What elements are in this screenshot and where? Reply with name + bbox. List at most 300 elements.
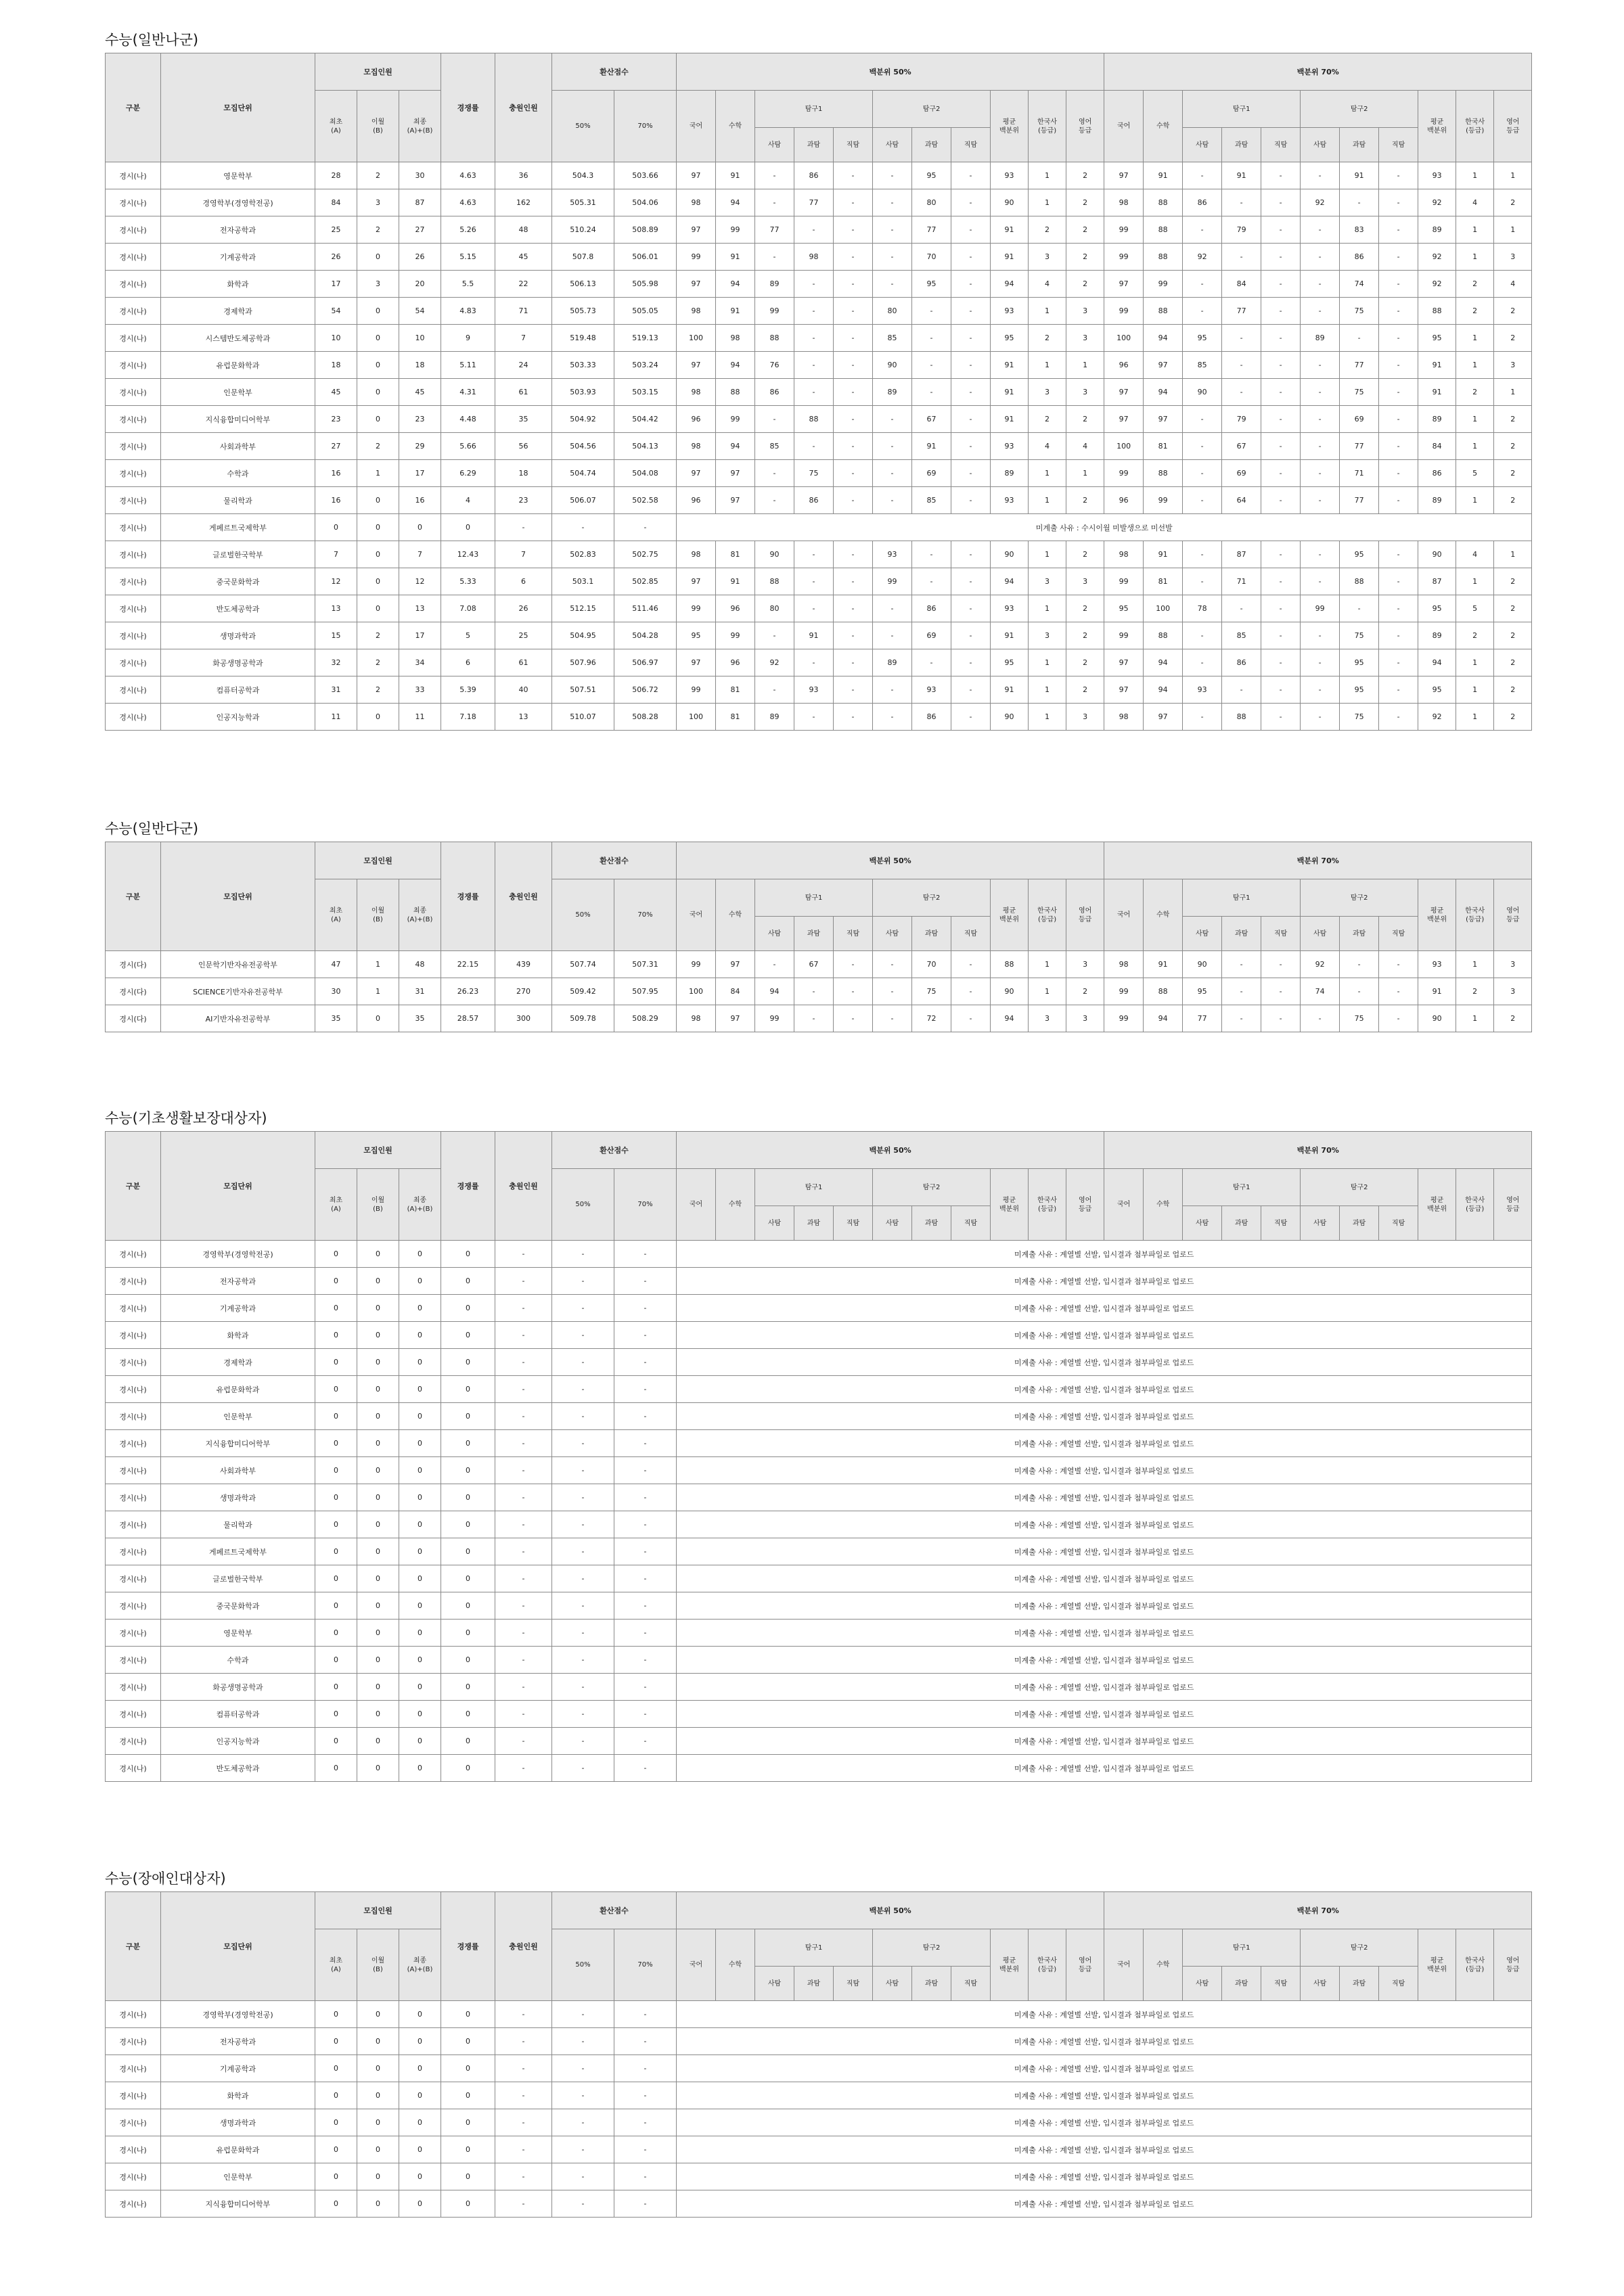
table-cell: 0 [441,1376,495,1403]
table-row [106,1728,1532,1755]
header-explore2: 탐구2 [1301,879,1418,917]
table-cell: - [552,1620,614,1647]
table-cell: 99 [677,595,716,622]
table-cell: 88 [755,325,794,352]
note-cell: 미계출 사유 : 계열별 선발, 입시결과 첨부파일로 업로드 [677,1349,1532,1376]
table-cell: 24 [495,352,552,379]
table-cell: - [614,1457,677,1484]
table-cell: 6 [495,568,552,595]
table-cell: 1 [1456,568,1494,595]
table-cell: 25 [495,622,552,649]
table-cell: 505.31 [552,189,614,216]
table-cell: - [552,1592,614,1620]
table-cell: 47 [315,951,357,978]
header-avg-pct: 평균 백분위 [1418,1929,1456,2001]
table-cell: 게페르트국제학부 [161,1538,315,1565]
table-cell: 95 [1183,325,1222,352]
table-cell: 0 [399,514,441,541]
table-cell: - [834,216,873,244]
table-cell: 97 [716,1005,755,1032]
header-vocational: 직탐 [951,128,991,162]
table-cell: - [834,406,873,433]
table-cell: 91 [716,298,755,325]
table-cell: 91 [794,622,834,649]
table-cell: 89 [991,460,1029,487]
table-row [106,1457,1532,1484]
table-cell: - [1222,379,1261,406]
table-cell: 0 [441,1701,495,1728]
table-row [106,1674,1532,1701]
table-row [106,1005,1532,1032]
table-row [106,298,1532,325]
table-cell: 270 [495,978,552,1005]
table-cell: 지식융합미디어학부 [161,1430,315,1457]
table-cell: - [614,2136,677,2163]
table-cell: 18 [399,352,441,379]
header-social: 사탐 [1301,1967,1340,2001]
header-social: 사탐 [873,128,912,162]
table-cell: 3 [357,271,399,298]
table-cell: - [794,325,834,352]
table-cell: 1 [1456,162,1494,189]
table-cell: - [951,244,991,271]
table-cell: 0 [357,1511,399,1538]
table-cell: 91 [991,622,1029,649]
table-cell: - [1261,162,1301,189]
header-math: 수학 [716,1929,755,2001]
table-cell: 경시(나) [106,514,161,541]
note-cell: 미계출 사유 : 계열별 선발, 입시결과 첨부파일로 업로드 [677,1592,1532,1620]
table-cell: - [951,271,991,298]
header-pct50: 백분위 50% [677,1892,1104,1929]
table-cell: 20 [399,271,441,298]
table-cell: 88 [1340,568,1379,595]
table-row [106,978,1532,1005]
table-cell: - [755,622,794,649]
table-cell: 97 [677,162,716,189]
table-cell: - [614,514,677,541]
table-cell: 전자공학과 [161,2028,315,2055]
table-cell: - [951,216,991,244]
header-vocational: 직탐 [951,1967,991,2001]
table-cell: 화학과 [161,271,315,298]
header-science: 과탐 [794,128,834,162]
table-cell: - [1379,189,1418,216]
table-cell: 경시(나) [106,649,161,676]
table-cell: - [873,595,912,622]
table-cell: - [951,595,991,622]
table-cell: - [834,460,873,487]
table-cell: 84 [315,189,357,216]
table-cell: 95 [1104,595,1144,622]
table-cell: 16 [315,487,357,514]
table-cell: - [495,1430,552,1457]
table-cell: 0 [357,2055,399,2082]
table-cell: 97 [677,271,716,298]
header-unit: 모집단위 [161,842,315,951]
table-cell: 1 [1066,460,1104,487]
table-cell: 3 [1066,298,1104,325]
table-cell: 0 [315,1538,357,1565]
table-cell: - [614,1647,677,1674]
table-cell: - [951,162,991,189]
table-row [106,379,1532,406]
table-cell: 전자공학과 [161,1268,315,1295]
table-cell: 0 [441,1484,495,1511]
table-cell: - [873,676,912,704]
table-cell: - [1379,271,1418,298]
header-explore2: 탐구2 [873,91,991,128]
table-cell: 1 [1029,487,1066,514]
table-cell: 0 [315,1484,357,1511]
table-cell: 81 [716,541,755,568]
table-cell: 13 [315,595,357,622]
table-cell: - [873,216,912,244]
note-cell: 미계출 사유 : 계열별 선발, 입시결과 첨부파일로 업로드 [677,2028,1532,2055]
table-row [106,406,1532,433]
table-cell: 85 [1222,622,1261,649]
table-cell: - [873,433,912,460]
table-cell: 61 [495,649,552,676]
table-cell: 화학과 [161,2082,315,2109]
header-korean: 국어 [677,879,716,951]
table-cell: - [1261,622,1301,649]
header-avg-pct: 평균 백분위 [991,879,1029,951]
table-cell: 89 [1418,622,1456,649]
table-cell: - [951,298,991,325]
table-cell: 94 [1144,1005,1183,1032]
table-cell: - [951,622,991,649]
table-cell: 0 [315,1620,357,1647]
table-cell: - [794,298,834,325]
table-cell: 507.95 [614,978,677,1005]
table-cell: 0 [357,1322,399,1349]
table-cell: 519.48 [552,325,614,352]
table-cell: 96 [1104,352,1144,379]
table-cell: 0 [441,2136,495,2163]
table-cell: 84 [1222,271,1261,298]
table-cell: 90 [1183,379,1222,406]
table-cell: 0 [357,1484,399,1511]
table-cell: - [552,514,614,541]
header-korean: 국어 [677,1169,716,1241]
table-cell: 509.42 [552,978,614,1005]
table-cell: 503.33 [552,352,614,379]
table-cell: 4 [1456,541,1494,568]
table-cell: - [912,649,951,676]
note-cell: 미계출 사유 : 계열별 선발, 입시결과 첨부파일로 업로드 [677,1484,1532,1511]
results-table [105,53,1532,731]
note-cell: 미계출 사유 : 계열별 선발, 입시결과 첨부파일로 업로드 [677,1701,1532,1728]
table-cell: 88 [1418,298,1456,325]
table-cell: 48 [399,951,441,978]
table-cell: - [1301,352,1340,379]
table-cell: 0 [357,1430,399,1457]
table-cell: - [755,487,794,514]
table-cell: 96 [1104,487,1144,514]
table-cell: 경영학부(경영학전공) [161,2001,315,2028]
table-row [106,1241,1532,1268]
header-conv50: 50% [552,1169,614,1241]
table-cell: 경시(나) [106,541,161,568]
table-cell: - [495,1674,552,1701]
table-cell: 22.15 [441,951,495,978]
table-cell: - [1261,649,1301,676]
table-row [106,2163,1532,2190]
header-recruit-b: 이월 (B) [357,1169,399,1241]
table-cell: 0 [441,1349,495,1376]
table-row [106,1322,1532,1349]
table-cell: 95 [1183,978,1222,1005]
table-row [106,1403,1532,1430]
table-cell: - [834,978,873,1005]
table-cell: 2 [1456,622,1494,649]
table-cell: 95 [912,271,951,298]
header-social: 사탐 [1301,917,1340,951]
table-cell: - [495,1457,552,1484]
table-cell: 94 [991,271,1029,298]
header-pct70: 백분위 70% [1104,53,1532,91]
table-cell: - [1261,704,1301,731]
table-cell: 100 [1144,595,1183,622]
table-cell: - [951,487,991,514]
table-cell: - [834,951,873,978]
table-cell: 수학과 [161,460,315,487]
table-cell: 81 [1144,568,1183,595]
table-cell: - [552,1674,614,1701]
table-cell: 91 [991,379,1029,406]
table-cell: - [951,189,991,216]
table-cell: 504.42 [614,406,677,433]
table-cell: 글로벌한국학부 [161,541,315,568]
table-cell: - [1379,595,1418,622]
table-cell: 0 [441,2055,495,2082]
header-math: 수학 [1144,1929,1183,2001]
table-cell: - [614,1701,677,1728]
note-cell: 미계출 사유 : 계열별 선발, 입시결과 첨부파일로 업로드 [677,1322,1532,1349]
table-cell: 90 [991,541,1029,568]
table-cell: 1 [357,978,399,1005]
header-explore1: 탐구1 [1183,91,1301,128]
table-cell: 6.29 [441,460,495,487]
table-cell: 0 [315,1268,357,1295]
table-cell: 61 [495,379,552,406]
table-cell: 1 [1029,649,1066,676]
table-row [106,433,1532,460]
table-cell: 0 [315,1674,357,1701]
table-cell: 0 [315,1565,357,1592]
table-cell: 26 [495,595,552,622]
header-vocational: 직탐 [1379,1967,1418,2001]
table-cell: - [1301,162,1340,189]
header-avg-pct: 평균 백분위 [1418,91,1456,162]
table-cell: 93 [794,676,834,704]
table-cell: - [1183,406,1222,433]
header-converted: 환산점수 [552,1892,677,1929]
header-conv50: 50% [552,1929,614,2001]
table-cell: 지식융합미디어학부 [161,406,315,433]
table-cell: - [495,2082,552,2109]
table-cell: 27 [315,433,357,460]
header-english: 영어 등급 [1494,91,1532,162]
table-row [106,951,1532,978]
table-cell: - [1301,568,1340,595]
table-cell: 4.83 [441,298,495,325]
table-cell: 99 [873,568,912,595]
table-cell: 2 [1029,216,1066,244]
table-cell: 경시(나) [106,1403,161,1430]
table-cell: 90 [1183,951,1222,978]
table-cell: 0 [441,2163,495,2190]
table-cell: 2 [1494,1005,1532,1032]
table-cell: 502.58 [614,487,677,514]
table-cell: - [834,271,873,298]
table-cell: 경시(나) [106,162,161,189]
section-basic-livelihood [105,1108,1520,1782]
header-history: 한국사 (등급) [1029,91,1066,162]
table-cell: 85 [912,487,951,514]
table-cell: 98 [677,189,716,216]
table-cell: 93 [991,433,1029,460]
table-cell: 77 [1340,433,1379,460]
table-cell: - [873,704,912,731]
header-english: 영어 등급 [1066,1169,1104,1241]
header-vocational: 직탐 [1261,1206,1301,1241]
table-cell: 2 [357,622,399,649]
table-cell: 0 [399,2055,441,2082]
table-cell: 11 [399,704,441,731]
table-cell: 70 [912,951,951,978]
table-cell: 100 [677,325,716,352]
table-cell: 1 [1456,1005,1494,1032]
header-unit: 모집단위 [161,53,315,162]
table-cell: 519.13 [614,325,677,352]
table-cell: 94 [755,978,794,1005]
table-cell: 89 [1301,325,1340,352]
header-vocational: 직탐 [834,1967,873,2001]
table-cell: 0 [357,244,399,271]
table-cell: - [552,1241,614,1268]
header-gubun: 구분 [106,1132,161,1241]
table-cell: 2 [1494,460,1532,487]
table-cell: 91 [1340,162,1379,189]
table-row [106,2136,1532,2163]
table-cell: 69 [912,622,951,649]
table-row [106,352,1532,379]
table-cell: - [951,704,991,731]
note-cell: 미계출 사유 : 계열별 선발, 입시결과 첨부파일로 업로드 [677,2082,1532,2109]
table-cell: 경영학부(경영학전공) [161,189,315,216]
table-cell: 509.78 [552,1005,614,1032]
table-cell: - [495,1620,552,1647]
table-cell: 98 [677,1005,716,1032]
header-korean: 국어 [1104,879,1144,951]
table-cell: 95 [1340,676,1379,704]
header-explore2: 탐구2 [873,879,991,917]
table-cell: 0 [315,2109,357,2136]
header-history: 한국사 (등급) [1456,1929,1494,2001]
table-cell: - [794,704,834,731]
table-cell: 3 [1066,379,1104,406]
table-cell: 503.15 [614,379,677,406]
header-math: 수학 [716,1169,755,1241]
header-vocational: 직탐 [1261,1967,1301,2001]
table-cell: 1 [1456,352,1494,379]
table-cell: 2 [1456,271,1494,298]
table-cell: 0 [441,514,495,541]
table-cell: 0 [357,1701,399,1728]
table-cell: 경시(나) [106,2109,161,2136]
table-cell: - [1222,244,1261,271]
table-cell: 89 [873,379,912,406]
table-row [106,1647,1532,1674]
table-cell: 99 [1104,622,1144,649]
table-cell: 0 [441,1674,495,1701]
table-cell: 경시(나) [106,1755,161,1782]
table-cell: 0 [441,2109,495,2136]
table-cell: 3 [1029,568,1066,595]
table-cell: - [951,379,991,406]
table-cell: - [1183,162,1222,189]
note-cell: 미계출 사유 : 계열별 선발, 입시결과 첨부파일로 업로드 [677,1620,1532,1647]
table-cell: 0 [357,1295,399,1322]
table-cell: 5.5 [441,271,495,298]
table-cell: 4 [1066,433,1104,460]
table-cell: 89 [1418,487,1456,514]
table-cell: 94 [1144,325,1183,352]
table-cell: 97 [1104,379,1144,406]
note-cell: 미계출 사유 : 계열별 선발, 입시결과 첨부파일로 업로드 [677,1268,1532,1295]
table-cell: 3 [1066,951,1104,978]
table-cell: - [552,1322,614,1349]
table-cell: 사회과학부 [161,1457,315,1484]
header-recruit-a: 최초 (A) [315,91,357,162]
table-row [106,271,1532,298]
header-explore2: 탐구2 [1301,1929,1418,1967]
table-cell: 2 [357,162,399,189]
table-row [106,1620,1532,1647]
table-cell: 유럽문화학과 [161,1376,315,1403]
table-cell: 5 [1456,460,1494,487]
table-cell: - [495,1728,552,1755]
table-cell: 97 [1144,352,1183,379]
table-cell: - [1261,406,1301,433]
table-cell: - [552,1484,614,1511]
table-cell: 2 [1494,676,1532,704]
table-cell: 70 [912,244,951,271]
table-cell: 89 [1418,216,1456,244]
table-cell: 0 [441,1430,495,1457]
header-conv70: 70% [614,1169,677,1241]
table-cell: - [1183,704,1222,731]
table-cell: - [552,1511,614,1538]
table-cell: 98 [677,541,716,568]
table-cell: 0 [357,541,399,568]
table-cell: 0 [399,1376,441,1403]
table-cell: 97 [1104,162,1144,189]
results-table [105,1891,1532,2218]
table-cell: - [614,2109,677,2136]
header-recruit: 모집인원 [315,842,441,879]
table-cell: 77 [1222,298,1261,325]
table-cell: 경시(나) [106,1241,161,1268]
table-cell: 경시(나) [106,1484,161,1511]
table-cell: 중국문화학과 [161,568,315,595]
table-cell: - [552,1647,614,1674]
table-cell: - [495,1268,552,1295]
table-cell: 2 [1066,406,1104,433]
table-cell: 인공지능학과 [161,704,315,731]
